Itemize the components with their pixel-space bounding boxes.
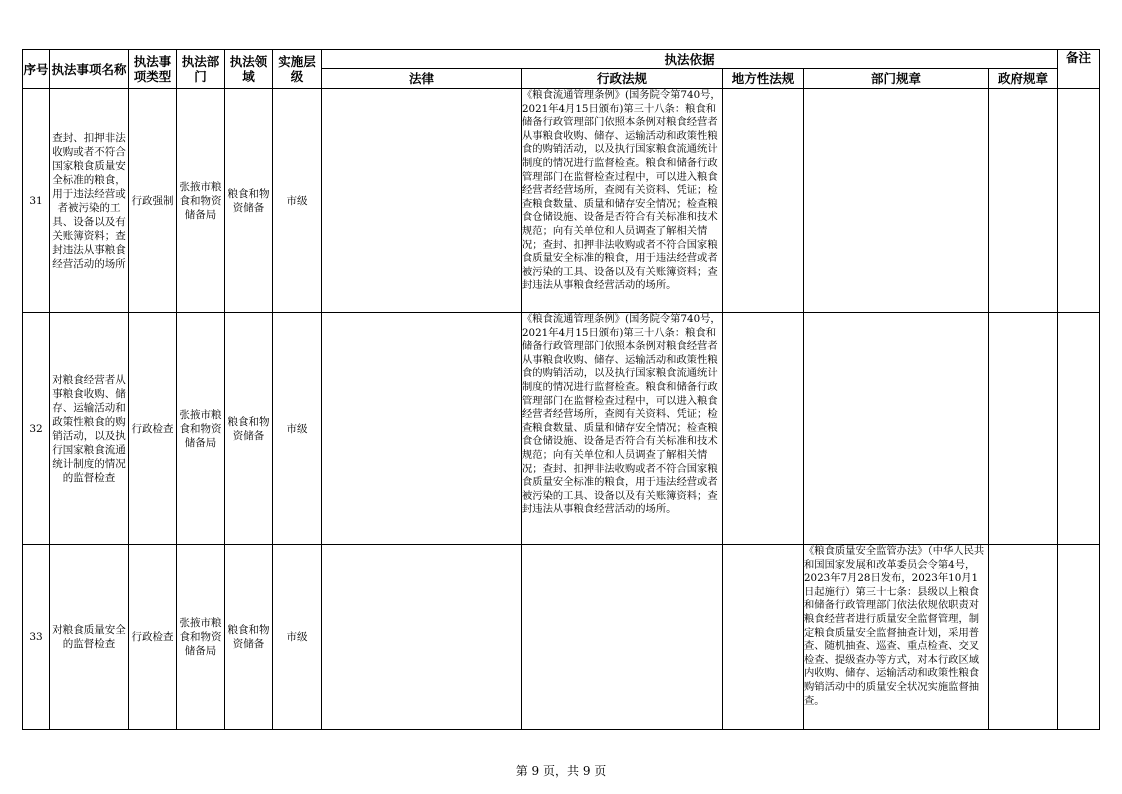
cell-domain: 粮食和物资储备 — [225, 313, 273, 545]
header-remark: 备注 — [1058, 50, 1100, 89]
cell-department: 张掖市粮食和物资储备局 — [177, 545, 225, 730]
cell-admin-regulation: 《粮食流通管理条例》(国务院令第740号，2021年4月15日颁布)第三十八条：粮食和储备行政管理部门依照本条例对粮食经营者从事粮食收购、储存、运输活动和政策性粮食的购销活动，以及执行国家粮食流通统计制度的情况进行监督检查。粮食和储备行政管理部门在监督检查过程中，可以进入粮食经营者经营场所，查阅有关资料、凭证；检查粮食数量、质量和储存安全情况；检查粮食仓储设施、设备是否符合有关标准和技术规范；向有关单位和人员调查了解相关情况；查封、扣押非法收购或者不符合国家粮食质量安全标准的粮食，用于违法经营或者被污染的工具、设备以及有关账簿资料；查封违法从事粮食经营活动的场所。 — [522, 89, 723, 313]
cell-domain: 粮食和物资储备 — [225, 89, 273, 313]
header-gov-rule: 政府规章 — [989, 69, 1058, 89]
cell-remark — [1058, 545, 1100, 730]
cell-local-regulation — [723, 89, 804, 313]
cell-gov-rule — [989, 545, 1058, 730]
table-row — [23, 313, 1100, 545]
cell-local-regulation — [723, 313, 804, 545]
cell-dept-rule — [804, 89, 989, 313]
cell-gov-rule — [989, 313, 1058, 545]
cell-admin-regulation: 《粮食流通管理条例》(国务院令第740号，2021年4月15日颁布)第三十八条：粮食和储备行政管理部门依照本条例对粮食经营者从事粮食收购、储存、运输活动和政策性粮食的购销活动，以及执行国家粮食流通统计制度的情况进行监督检查。粮食和储备行政管理部门在监督检查过程中，可以进入粮食经营者经营场所，查阅有关资料、凭证；检查粮食数量、质量和储存安全情况；检查粮食仓储设施、设备是否符合有关标准和技术规范；向有关单位和人员调查了解相关情况；查封、扣押非法收购或者不符合国家粮食质量安全标准的粮食，用于违法经营或者被污染的工具、设备以及有关账簿资料；查封违法从事粮食经营活动的场所。 — [522, 313, 723, 545]
cell-department: 张掖市粮食和物资储备局 — [177, 313, 225, 545]
cell-level: 市级 — [273, 545, 322, 730]
cell-item-type: 行政检查 — [129, 313, 177, 545]
header-dept-rule: 部门规章 — [804, 69, 989, 89]
page-footer: 第 9 页，共 9 页 — [515, 764, 607, 778]
header-law: 法律 — [322, 69, 522, 89]
cell-item-type: 行政强制 — [129, 89, 177, 313]
cell-seq: 31 — [23, 89, 50, 313]
cell-level: 市级 — [273, 313, 322, 545]
cell-dept-rule — [804, 313, 989, 545]
cell-remark — [1058, 89, 1100, 313]
cell-admin-regulation — [522, 545, 723, 730]
header-item-type: 执法事项类型 — [129, 50, 177, 89]
header-basis: 执法依据 — [322, 50, 1058, 69]
table-row — [23, 545, 1100, 730]
header-local-regulation: 地方性法规 — [723, 69, 804, 89]
cell-law — [322, 545, 522, 730]
cell-item-name: 查封、扣押非法收购或者不符合国家粮食质量安全标准的粮食，用于违法经营或者被污染的工具、设备以及有关账簿资料；查封违法从事粮食经营活动的场所 — [50, 89, 129, 313]
header-row-1 — [23, 50, 1100, 69]
header-item-name: 执法事项名称 — [50, 50, 129, 89]
cell-level: 市级 — [273, 89, 322, 313]
cell-department: 张掖市粮食和物资储备局 — [177, 89, 225, 313]
cell-item-name: 对粮食质量安全的监督检查 — [50, 545, 129, 730]
header-domain: 执法领域 — [225, 50, 273, 89]
cell-law — [322, 313, 522, 545]
header-seq: 序号 — [23, 50, 50, 89]
header-admin-regulation: 行政法规 — [522, 69, 723, 89]
cell-seq: 33 — [23, 545, 50, 730]
header-level: 实施层级 — [273, 50, 322, 89]
cell-seq: 32 — [23, 313, 50, 545]
cell-local-regulation — [723, 545, 804, 730]
enforcement-table — [22, 49, 1100, 730]
cell-gov-rule — [989, 89, 1058, 313]
cell-dept-rule: 《粮食质量安全监管办法》（中华人民共和国国家发展和改革委员会令第4号，2023年7月28日发布，2023年10月1日起施行）第三十七条：县级以上粮食和储备行政管理部门依法依规依职责对粮食经营者进行质量安全监督管理，制定粮食质量安全监督抽查计划，采用普查、随机抽查、巡查、重点检查、交叉检查、提级查办等方式，对本行政区域内收购、储存、运输活动和政策性粮食购销活动中的质量安全状况实施监督抽查。 — [804, 545, 989, 730]
cell-law — [322, 89, 522, 313]
cell-item-type: 行政检查 — [129, 545, 177, 730]
cell-remark — [1058, 313, 1100, 545]
cell-item-name: 对粮食经营者从事粮食收购、储存、运输活动和政策性粮食的购销活动，以及执行国家粮食流通统计制度的情况的监督检查 — [50, 313, 129, 545]
header-department: 执法部门 — [177, 50, 225, 89]
cell-domain: 粮食和物资储备 — [225, 545, 273, 730]
table-row — [23, 89, 1100, 313]
